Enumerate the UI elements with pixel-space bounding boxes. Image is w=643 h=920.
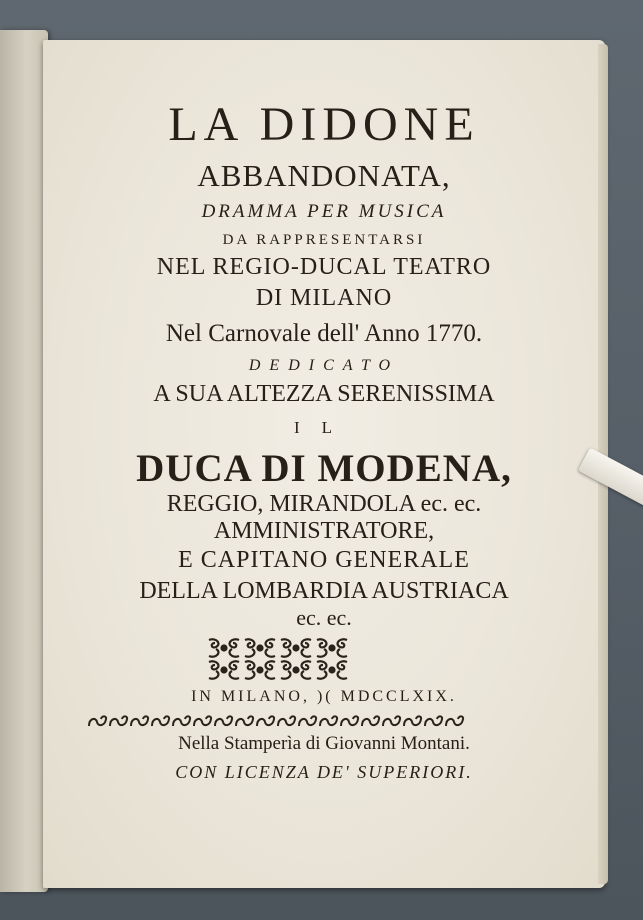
- dedicatee-titles-line: REGGIO, MIRANDOLA ec. ec.: [166, 491, 482, 517]
- title-line-2: ABBANDONATA,: [197, 158, 451, 193]
- administrator-line: AMMINISTRATORE,: [213, 518, 435, 544]
- license-line: CON LICENZA DE' SUPERIORI.: [175, 762, 473, 782]
- printer-ornament-icon: [206, 636, 352, 682]
- genre-line: DRAMMA PER MUSICA: [201, 201, 447, 222]
- season-year-line: Nel Carnovale dell' Anno 1770.: [165, 320, 483, 347]
- dedicatee-name: DUCA DI MODENA,: [136, 447, 512, 490]
- city-line: DI MILANO: [255, 285, 393, 311]
- printer-line: Nella Stamperìa di Giovanni Montani.: [178, 733, 470, 754]
- article-line: IL: [293, 418, 355, 437]
- dedication-word: DEDICATO: [248, 357, 400, 374]
- lombardy-line: DELLA LOMBARDIA AUSTRIACA: [139, 578, 509, 604]
- decorative-rule-icon: [87, 714, 473, 730]
- dedication-line: A SUA ALTEZZA SERENISSIMA: [153, 381, 495, 407]
- etc-line: ec. ec.: [296, 605, 352, 630]
- performance-line: DA RAPPRESENTARSI: [222, 232, 426, 248]
- theatre-line: NEL REGIO-DUCAL TEATRO: [156, 254, 492, 280]
- captain-general-line: E CAPITANO GENERALE: [178, 547, 470, 573]
- imprint-line: IN MILANO, )( MDCCLXIX.: [191, 688, 457, 705]
- previous-page-edge: [0, 30, 48, 892]
- title-line-1: LA DIDONE: [168, 98, 480, 151]
